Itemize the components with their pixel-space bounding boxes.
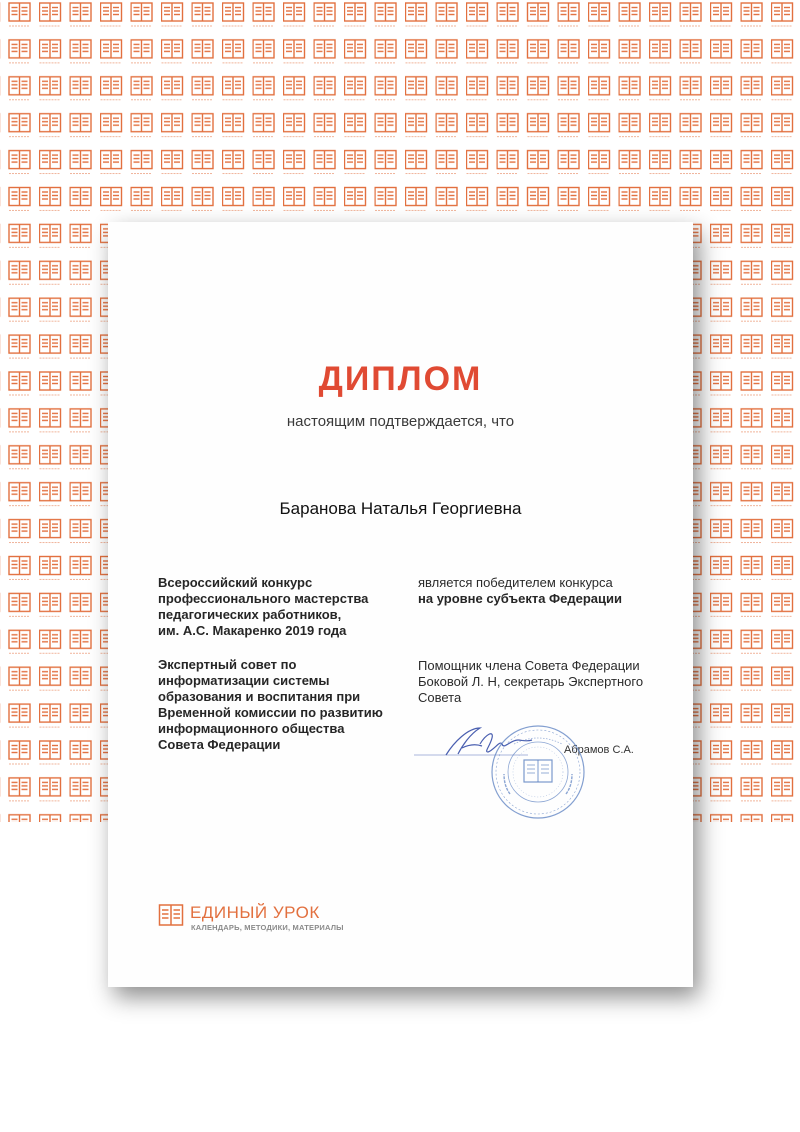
council-line: информационного общества [158,721,345,736]
brand-tagline: КАЛЕНДАРЬ, МЕТОДИКИ, МАТЕРИАЛЫ [191,923,344,932]
signatory-name: Абрамов С.А. [564,744,634,756]
winner-statement [418,575,668,607]
council-line: Экспертный совет по [158,657,297,672]
open-book-icon [158,902,184,928]
contest-line: профессионального мастерства [158,591,369,606]
diploma-subtitle: настоящим подтверждается, что [286,413,515,430]
council-line: информатизации системы [158,673,330,688]
council-line: Совета Федерации [158,737,281,752]
council-line: Временной комиссии по развитию [158,705,383,720]
diploma-title: ДИПЛОМ [318,360,483,398]
council-line: образования и воспитания при [158,689,361,704]
diploma-sheet [108,222,693,987]
position-line: Помощник члена Совета Федерации [418,658,640,673]
winner-level: на уровне субъекта Федерации [418,591,623,606]
official-seal [490,724,586,820]
signatory-position [418,658,668,706]
contest-line: педагогических работников, [158,607,342,622]
brand-name: ЕДИНЫЙ УРОК [190,903,320,922]
contest-name [158,575,388,639]
issuing-council [158,657,398,753]
position-line: Боковой Л. Н, секретарь Экспертного [418,674,644,689]
recipient-name: Баранова Наталья Георгиевна [279,499,522,518]
contest-line: им. А.С. Макаренко 2019 года [158,623,347,638]
winner-line: является победителем конкурса [418,575,613,590]
contest-line: Всероссийский конкурс [158,575,313,590]
position-line: Совета [418,690,462,705]
